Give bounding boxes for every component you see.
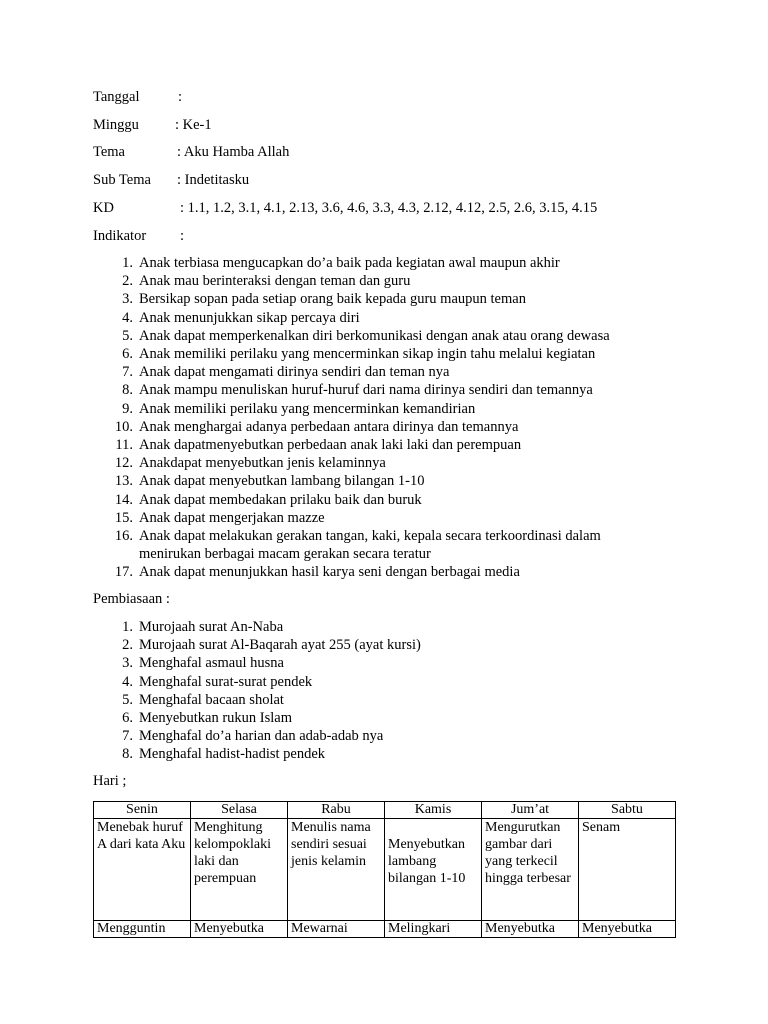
list-item: 3. Bersikap sopan pada setiap orang baik kepada guru maupun teman <box>122 291 526 308</box>
header-kamis: Kamis <box>385 802 482 819</box>
list-item: 8. Anak mampu menuliskan huruf-huruf dari nama dirinya sendiri dan temannya <box>122 382 593 399</box>
pembiasaan-heading: Pembiasaan : <box>93 591 170 607</box>
list-item: 11. Anak dapatmenyebutkan perbedaan anak laki laki dan perempuan <box>115 437 522 454</box>
table-cell-rabu-2: Mewarnai <box>288 921 385 938</box>
table-cell-kamis-2: Melingkari <box>385 921 482 938</box>
list-item: 7. Anak dapat mengamati dirinya sendiri dan teman nya <box>122 364 450 381</box>
list-item: 4. Menghafal surat-surat pendek <box>122 673 313 690</box>
list-item: 4. Anak menunjukkan sikap percaya diri <box>122 309 360 326</box>
list-item: 3. Menghafal asmaul husna <box>122 655 284 672</box>
header-jumat: Jum’at <box>482 802 579 819</box>
table-cell-selasa: Menghitung kelompoklaki laki dan perempuan <box>191 819 288 921</box>
hari-heading: Hari ; <box>93 773 127 789</box>
meta-label-sub-tema: Sub Tema <box>93 172 151 188</box>
list-item: 6. Anak memiliki perilaku yang mencerminkan sikap ingin tahu melalui kegiatan <box>122 346 596 363</box>
list-item: 14. Anak dapat membedakan prilaku baik dan buruk <box>114 491 422 508</box>
meta-label-indikator: Indikator <box>93 228 147 244</box>
pembiasaan-list <box>93 618 653 764</box>
meta-tema <box>93 142 290 162</box>
meta-tanggal <box>93 87 183 107</box>
table-cell-senin: Menebak huruf A dari kata Aku <box>94 819 191 921</box>
meta-label-tema: Tema <box>93 144 125 160</box>
list-item: 5. Menghafal bacaan sholat <box>122 691 284 708</box>
table-cell-rabu: Menulis nama sendiri sesuai jenis kelamin <box>288 819 385 921</box>
table-cell-senin-2: Mengguntin <box>94 921 191 938</box>
meta-sub-tema <box>93 170 250 190</box>
table-row <box>94 819 676 921</box>
list-item: 17. Anak dapat menunjukkan hasil karya seni dengan berbagai media <box>114 564 520 581</box>
list-item: 6. Menyebutkan rukun Islam <box>122 710 293 727</box>
table-cell-sabtu: Senam <box>579 819 676 921</box>
list-item: 5. Anak dapat memperkenalkan diri berkomunikasi dengan anak atau orang dewasa <box>122 327 610 344</box>
table-cell-jumat: Mengurutkan gambar dari yang terkecil hingga terbesar <box>482 819 579 921</box>
list-item: 2. Murojaah surat Al-Baqarah ayat 255 (ayat kursi) <box>122 637 421 654</box>
list-item: 2. Anak mau berinteraksi dengan teman dan guru <box>122 273 411 290</box>
schedule-table <box>93 801 676 938</box>
table-cell-sabtu-2: Menyebutka <box>579 921 676 938</box>
table-row <box>94 921 676 938</box>
list-item: 1. Murojaah surat An-Naba <box>122 619 284 635</box>
header-selasa: Selasa <box>191 802 288 819</box>
meta-kd <box>93 198 598 218</box>
meta-minggu <box>93 115 212 135</box>
header-sabtu: Sabtu <box>579 802 676 819</box>
list-item: 16. Anak dapat melakukan gerakan tangan, kaki, kepala secara terkoordinasi dalam menirukan berbagai macam gerakan secara teratur <box>114 528 601 563</box>
table-cell-kamis: Menyebutkan lambang bilangan 1-10 <box>385 819 482 921</box>
table-cell-selasa-2: Menyebutka <box>191 921 288 938</box>
list-item: 13. Anak dapat menyebutkan lambang bilangan 1-10 <box>114 473 425 490</box>
list-item: 9. Anak memiliki perilaku yang mencerminkan kemandirian <box>122 400 476 417</box>
meta-value-sub-tema: : Indetitasku <box>177 172 250 188</box>
header-rabu: Rabu <box>288 802 385 819</box>
meta-indikator <box>93 226 185 246</box>
meta-label-kd: KD <box>93 200 114 216</box>
meta-value-minggu: : Ke-1 <box>175 117 212 133</box>
meta-label-minggu: Minggu <box>93 117 139 133</box>
list-item: 12. Anakdapat menyebutkan jenis kelaminnya <box>114 455 386 472</box>
header-senin: Senin <box>94 802 191 819</box>
list-item: 8. Menghafal hadist-hadist pendek <box>122 746 326 763</box>
list-item: 15. Anak dapat mengerjakan mazze <box>114 509 325 526</box>
indikator-list <box>93 254 653 582</box>
list-item: 10. Anak menghargai adanya perbedaan antara dirinya dan temannya <box>114 418 519 435</box>
list-item: 1. Anak terbiasa mengucapkan do’a baik pada kegiatan awal maupun akhir <box>122 255 560 271</box>
table-header-row <box>94 802 676 819</box>
list-item: 7. Menghafal do’a harian dan adab-adab nya <box>122 728 384 745</box>
meta-value-tema: : Aku Hamba Allah <box>177 144 290 160</box>
meta-value-indikator: : <box>180 228 185 244</box>
meta-label-tanggal: Tanggal <box>93 89 140 105</box>
meta-value-tanggal: : <box>178 89 183 105</box>
meta-value-kd: : 1.1, 1.2, 3.1, 4.1, 2.13, 3.6, 4.6, 3.3, 4.3, 2.12, 4.12, 2.5, 2.6, 3.15, 4.15 <box>180 200 598 216</box>
table-cell-jumat-2: Menyebutka <box>482 921 579 938</box>
